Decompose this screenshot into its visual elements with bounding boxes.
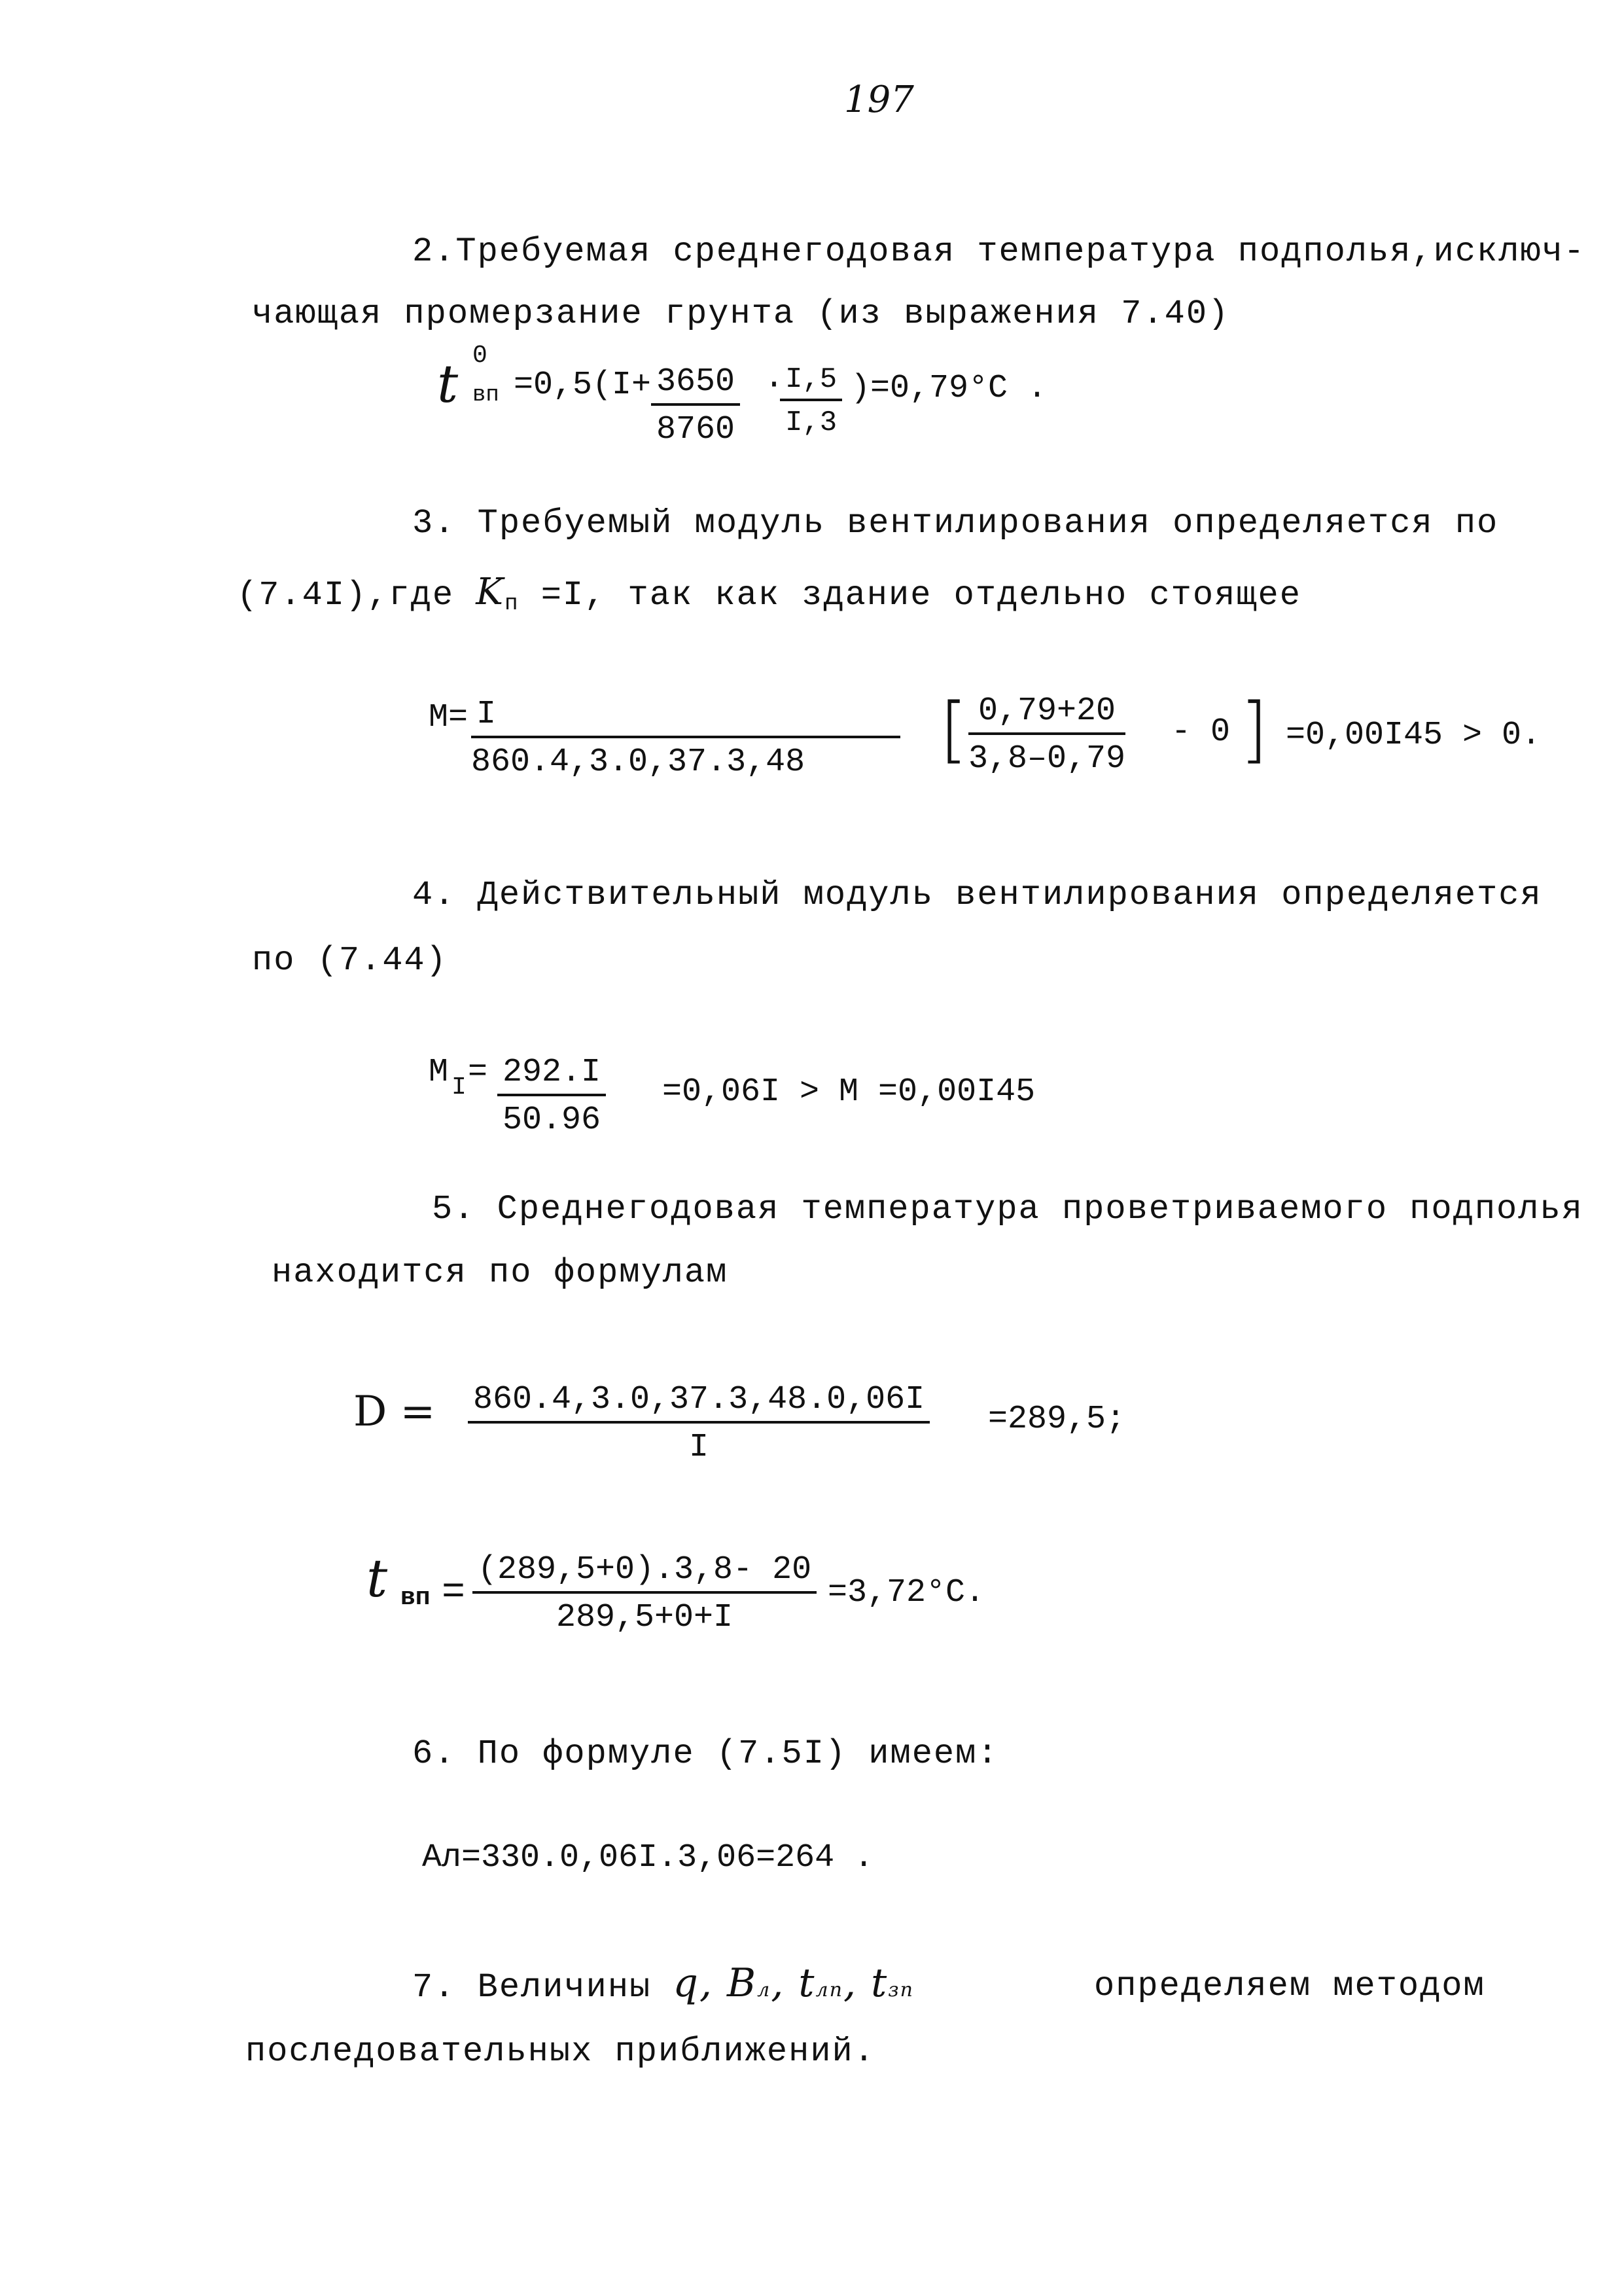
item7-sym-qb: q, B <box>673 1960 758 2006</box>
item4-lhs: M <box>429 1054 449 1091</box>
item2-frac1-den: 8760 <box>656 411 735 448</box>
item5-d-num: 860.4,3.0,37.3,48.0,06I <box>468 1381 930 1424</box>
item5-t-lhs: t <box>366 1548 388 1609</box>
item4-eq: = <box>468 1054 488 1091</box>
item4-lhs-sub: I <box>451 1073 467 1102</box>
item2-line1: 2.Требуемая среднегодовая температура подполья,исключ- <box>412 232 1586 271</box>
item3-frac-num: I <box>471 696 900 738</box>
item2-lhs-t: t <box>437 353 459 414</box>
item5-t-den: 289,5+0+I <box>556 1599 733 1636</box>
item3-result: =0,00I45 > 0. <box>1286 717 1542 754</box>
item7-symbols <box>673 1960 913 2006</box>
item5-line1: 5. Среднегодовая температура проветриваемого подполья <box>432 1190 1583 1229</box>
item2-result: )=0,79°C . <box>851 370 1048 407</box>
item4-frac <box>497 1054 606 1139</box>
item5-t-frac <box>472 1551 817 1636</box>
item6-line1: 6. По формуле (7.5I) имеем: <box>412 1734 999 1773</box>
item3-minus-zero: - 0 <box>1171 713 1231 751</box>
item5-d-lhs: D = <box>353 1388 436 1436</box>
item3-line2 <box>237 571 1301 617</box>
item3-bracket-open: [ <box>940 687 968 771</box>
item5-t-eq: = <box>442 1571 466 1615</box>
item2-frac1 <box>651 363 740 448</box>
item3-K-symbol: K <box>476 571 505 613</box>
item4-frac-den: 50.96 <box>503 1102 601 1139</box>
item2-dot: · <box>764 367 785 404</box>
item5-d-frac <box>468 1381 930 1466</box>
item7-sub-t2: зп <box>888 1979 914 2001</box>
item5-t-result: =3,72°C. <box>828 1574 985 1611</box>
item3-frac-den: 860.4,3.0,37.3,48 <box>471 744 805 781</box>
item4-line1: 4. Действительный модуль вентилирования определяется <box>412 876 1542 914</box>
item7-line1 <box>412 1960 914 2007</box>
item7-sym-t2: , t <box>843 1960 889 2006</box>
item7-line2: последовательных приближений. <box>245 2032 875 2071</box>
item3-bracket-close: ] <box>1240 687 1268 771</box>
page-number: 197 <box>844 79 914 121</box>
item5-d-den: I <box>689 1429 709 1466</box>
item4-frac-num: 292.I <box>497 1054 606 1096</box>
item3-inner-frac <box>968 692 1125 778</box>
item2-lhs-sub: вп <box>472 383 499 408</box>
item2-frac2-den: I,3 <box>785 406 838 439</box>
item5-t-num: (289,5+0).3,8- 20 <box>472 1551 817 1594</box>
item3-line1: 3. Требуемый модуль вентилирования определяется по <box>412 504 1499 543</box>
item5-t-sub: вп <box>400 1584 431 1612</box>
item2-frac2 <box>780 363 842 439</box>
item7-line1-pre: 7. Величины <box>412 1968 673 2007</box>
item3-frac <box>471 696 900 781</box>
item2-lhs-sup: 0 <box>472 342 487 370</box>
item3-inner-num: 0,79+20 <box>968 692 1125 735</box>
item2-frac1-num: 3650 <box>651 363 740 406</box>
item6-formula: Ал=330.0,06I.3,06=264 . <box>422 1839 874 1876</box>
item5-d-result: =289,5; <box>988 1401 1126 1438</box>
item7-sym-t1: , t <box>771 1960 816 2006</box>
item7-sub-b: л <box>757 1979 771 2001</box>
item3-line2-post: =I, так как здание отдельно стоящее <box>519 576 1301 615</box>
item3-line2-pre: (7.4I),где <box>237 576 476 615</box>
item2-line2: чающая промерзание грунта (из выражения 7.40) <box>252 295 1230 333</box>
item7-sub-t1: лп <box>815 1979 843 2001</box>
item2-frac2-num: I,5 <box>780 363 842 401</box>
item2-eq-part1: =0,5(I+ <box>514 367 652 404</box>
item5-line2: находится по формулам <box>272 1253 728 1292</box>
item3-lhs: M= <box>429 699 468 736</box>
item7-line1-post: определяем методом <box>1094 1967 1485 2005</box>
item3-inner-den: 3,8–0,79 <box>968 740 1126 778</box>
item4-line2: по (7.44) <box>252 941 448 980</box>
item4-result: =0,06I > M =0,00I45 <box>662 1073 1036 1111</box>
item3-K-sub: п <box>504 592 520 617</box>
